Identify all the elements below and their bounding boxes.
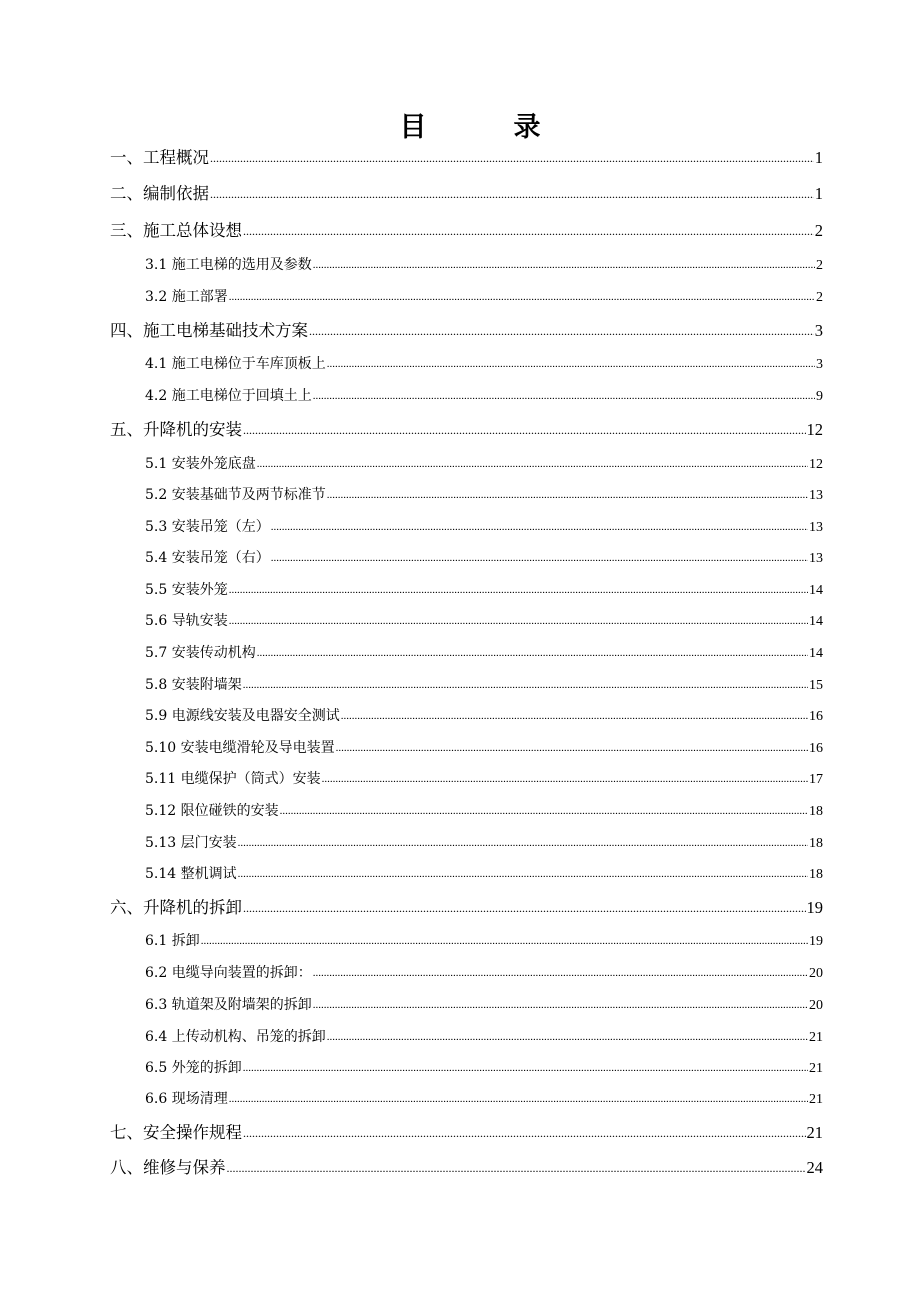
toc-dot-leader bbox=[210, 181, 814, 206]
toc-entry-label: 4.2 施工电梯位于回填土上 bbox=[145, 388, 312, 404]
toc-entry-label: 5.6 导轨安装 bbox=[145, 613, 228, 629]
toc-dot-leader bbox=[327, 353, 815, 374]
toc-page-number: 13 bbox=[809, 520, 823, 535]
toc-entry-label: 6.6 现场清理 bbox=[145, 1091, 228, 1107]
toc-dot-leader bbox=[229, 579, 808, 600]
toc-entry-section[interactable] bbox=[145, 931, 823, 951]
toc-entry-section[interactable] bbox=[145, 1089, 823, 1109]
toc-dot-leader bbox=[229, 610, 808, 631]
toc-dot-leader bbox=[313, 254, 815, 275]
toc-page-number: 2 bbox=[816, 258, 823, 273]
toc-dot-leader bbox=[313, 994, 808, 1015]
toc-entry-section[interactable] bbox=[145, 517, 823, 537]
toc-entry-section[interactable] bbox=[145, 454, 823, 474]
toc-page-number: 18 bbox=[809, 836, 823, 851]
toc-dot-leader bbox=[327, 484, 808, 505]
toc-page-number: 12 bbox=[806, 420, 823, 439]
toc-entry-section[interactable] bbox=[145, 801, 823, 821]
toc-dot-leader bbox=[243, 1057, 808, 1078]
toc-entry-label: 七、安全操作规程 bbox=[110, 1123, 242, 1142]
page-title: 目 录 bbox=[399, 112, 571, 143]
toc-page-number: 13 bbox=[809, 551, 823, 566]
toc-entry-label: 3.1 施工电梯的选用及参数 bbox=[145, 257, 312, 273]
toc-entry-chapter[interactable] bbox=[110, 182, 823, 206]
toc-dot-leader bbox=[327, 1026, 808, 1047]
toc-entry-section[interactable] bbox=[145, 548, 823, 568]
toc-entry-label: 六、升降机的拆卸 bbox=[110, 898, 242, 917]
toc-entry-label: 三、施工总体设想 bbox=[110, 221, 242, 240]
toc-entry-label: 四、施工电梯基础技术方案 bbox=[110, 321, 308, 340]
toc-page-number: 18 bbox=[809, 867, 823, 882]
toc-dot-leader bbox=[271, 547, 808, 568]
toc-page-number: 13 bbox=[809, 488, 823, 503]
toc-dot-leader bbox=[271, 516, 808, 537]
toc-page-number: 19 bbox=[806, 898, 823, 917]
toc-dot-leader bbox=[238, 863, 808, 884]
toc-entry-label: 5.14 整机调试 bbox=[145, 866, 237, 882]
toc-dot-leader bbox=[313, 962, 808, 983]
toc-dot-leader bbox=[229, 1088, 808, 1109]
toc-entry-section[interactable] bbox=[145, 995, 823, 1015]
toc-page-number: 15 bbox=[809, 678, 823, 693]
toc-entry-chapter[interactable] bbox=[110, 219, 823, 243]
toc-dot-leader bbox=[243, 218, 814, 243]
toc-entry-section[interactable] bbox=[145, 485, 823, 505]
toc-dot-leader bbox=[243, 674, 808, 695]
toc-entry-label: 6.3 轨道架及附墙架的拆卸 bbox=[145, 997, 312, 1013]
toc-dot-leader bbox=[227, 1155, 806, 1180]
toc-entry-chapter[interactable] bbox=[110, 319, 823, 343]
toc-page-number: 12 bbox=[809, 457, 823, 472]
toc-entry-section[interactable] bbox=[145, 643, 823, 663]
toc-entry-label: 5.11 电缆保护（筒式）安装 bbox=[145, 771, 321, 787]
toc-page-number: 18 bbox=[809, 804, 823, 819]
toc-page-number: 20 bbox=[809, 966, 823, 981]
toc-entry-section[interactable] bbox=[145, 386, 823, 406]
toc-entry-label: 6.5 外笼的拆卸 bbox=[145, 1060, 242, 1076]
toc-entry-chapter[interactable] bbox=[110, 896, 823, 920]
toc-entry-section[interactable] bbox=[145, 1058, 823, 1078]
toc-entry-section[interactable] bbox=[145, 611, 823, 631]
toc-entry-section[interactable] bbox=[145, 675, 823, 695]
toc-page-number: 14 bbox=[809, 583, 823, 598]
toc-entry-label: 5.8 安装附墙架 bbox=[145, 677, 242, 693]
toc-page-number: 21 bbox=[806, 1123, 823, 1142]
toc-page-number: 17 bbox=[809, 772, 823, 787]
toc-page-number: 9 bbox=[816, 389, 823, 404]
toc-dot-leader bbox=[257, 642, 808, 663]
toc-entry-section[interactable] bbox=[145, 580, 823, 600]
toc-dot-leader bbox=[280, 800, 808, 821]
toc-entry-label: 5.2 安装基础节及两节标准节 bbox=[145, 487, 326, 503]
toc-page-number: 1 bbox=[814, 148, 823, 167]
toc-dot-leader bbox=[201, 930, 808, 951]
toc-entry-label: 6.1 拆卸 bbox=[145, 933, 200, 949]
toc-entry-label: 3.2 施工部署 bbox=[145, 289, 228, 305]
toc-page-number: 2 bbox=[816, 290, 823, 305]
toc-dot-leader bbox=[243, 895, 806, 920]
toc-entry-section[interactable] bbox=[145, 963, 823, 983]
toc-entry-label: 6.4 上传动机构、吊笼的拆卸 bbox=[145, 1029, 326, 1045]
toc-entry-label: 5.4 安装吊笼（右） bbox=[145, 550, 270, 566]
toc-dot-leader bbox=[257, 453, 808, 474]
toc-page-number: 3 bbox=[816, 357, 823, 372]
toc-entry-section[interactable] bbox=[145, 354, 823, 374]
toc-entry-label: 二、编制依据 bbox=[110, 184, 209, 203]
toc-entry-chapter[interactable] bbox=[110, 1121, 823, 1145]
toc-page-number: 21 bbox=[809, 1092, 823, 1107]
toc-entry-label: 5.10 安装电缆滑轮及导电装置 bbox=[145, 740, 335, 756]
toc-dot-leader bbox=[238, 832, 808, 853]
toc-entry-label: 6.2 电缆导向装置的拆卸： bbox=[145, 965, 312, 981]
toc-dot-leader bbox=[313, 385, 815, 406]
toc-entry-label: 4.1 施工电梯位于车库顶板上 bbox=[145, 356, 326, 372]
toc-dot-leader bbox=[341, 705, 808, 726]
toc-entry-label: 5.9 电源线安装及电器安全测试 bbox=[145, 708, 340, 724]
toc-entry-label: 五、升降机的安装 bbox=[110, 420, 242, 439]
toc-entry-chapter[interactable] bbox=[110, 418, 823, 442]
toc-dot-leader bbox=[309, 318, 814, 343]
toc-page-number: 24 bbox=[806, 1158, 823, 1177]
toc-entry-section[interactable] bbox=[145, 833, 823, 853]
toc-dot-leader bbox=[229, 286, 815, 307]
toc-page-number: 3 bbox=[814, 321, 823, 340]
toc-entry-section[interactable] bbox=[145, 738, 823, 758]
toc-entry-chapter[interactable] bbox=[110, 146, 823, 170]
toc-dot-leader bbox=[322, 768, 808, 789]
toc-entry-chapter[interactable] bbox=[110, 1156, 823, 1180]
toc-page-number: 16 bbox=[809, 709, 823, 724]
toc-entry-label: 5.1 安装外笼底盘 bbox=[145, 456, 256, 472]
toc-entry-section[interactable] bbox=[145, 864, 823, 884]
toc-entry-label: 5.3 安装吊笼（左） bbox=[145, 519, 270, 535]
toc-dot-leader bbox=[243, 1120, 806, 1145]
toc-page-number: 14 bbox=[809, 646, 823, 661]
toc-dot-leader bbox=[243, 417, 806, 442]
toc-page-number: 1 bbox=[814, 184, 823, 203]
toc-entry-section[interactable] bbox=[145, 255, 823, 275]
toc-page-number: 14 bbox=[809, 614, 823, 629]
toc-entry-label: 5.7 安装传动机构 bbox=[145, 645, 256, 661]
toc-entry-section[interactable] bbox=[145, 1027, 823, 1047]
toc-entry-section[interactable] bbox=[145, 287, 823, 307]
toc-page-number: 20 bbox=[809, 998, 823, 1013]
toc-entry-label: 一、工程概况 bbox=[110, 148, 209, 167]
toc-entry-label: 八、维修与保养 bbox=[110, 1158, 226, 1177]
toc-entry-section[interactable] bbox=[145, 706, 823, 726]
toc-page-number: 19 bbox=[809, 934, 823, 949]
toc-entry-label: 5.12 限位碰铁的安装 bbox=[145, 803, 279, 819]
toc-entry-label: 5.13 层门安装 bbox=[145, 835, 237, 851]
toc-dot-leader bbox=[336, 737, 808, 758]
toc-dot-leader bbox=[210, 145, 814, 170]
toc-page-number: 21 bbox=[809, 1061, 823, 1076]
toc-page-number: 16 bbox=[809, 741, 823, 756]
toc-page-number: 2 bbox=[814, 221, 823, 240]
toc-page-number: 21 bbox=[809, 1030, 823, 1045]
toc-entry-section[interactable] bbox=[145, 769, 823, 789]
toc-entry-label: 5.5 安装外笼 bbox=[145, 582, 228, 598]
